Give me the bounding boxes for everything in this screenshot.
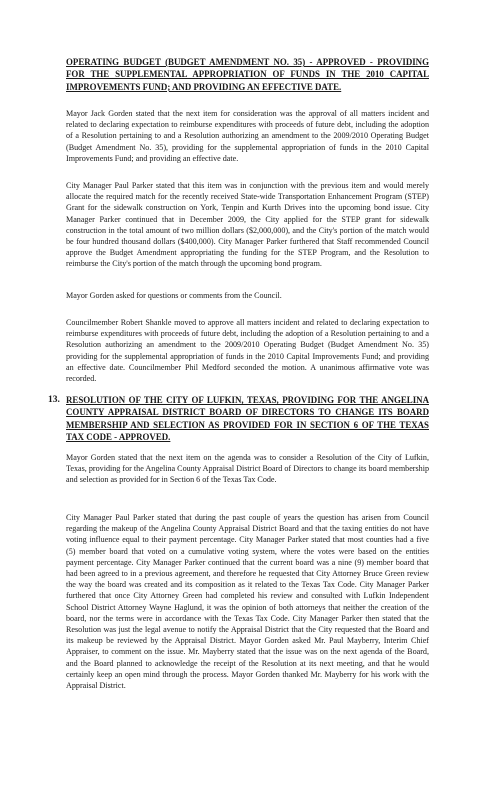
section-12-heading: OPERATING BUDGET (BUDGET AMENDMENT NO. 35) - APPROVED - PROVIDING FOR THE SUPPLEMENTAL APPROPRIATION OF FUNDS IN THE 2010 CAPITAL IMPROVEMENTS FUND; AND PROVIDING AN EFFECTIVE DATE.	[66, 57, 429, 92]
section-13-heading: RESOLUTION OF THE CITY OF LUFKIN, TEXAS, PROVIDING FOR THE ANGELINA COUNTY APPRAISAL DISTRICT BOARD OF DIRECTORS TO CHANGE ITS BOARD MEMBERSHIP AND SELECTION AS PROVIDED FOR IN SECTION 6 OF THE TEXAS TAX CODE - APPROVED.	[66, 395, 429, 443]
section-12-paragraph-2: City Manager Paul Parker stated that this item was in conjunction with the previous item and would merely allocate the required match for the recently received State-wide Transportation Enhancement Program (STEP) Grant for the sidewalk construction on York, Tenpin and Kurth Drives into the upcoming bond issue. City Manager Parker continued that in December 2009, the City applied for the STEP grant for sidewalk construction in the total amount of two million dollars ($2,000,000), and the City's portion of the match would be four hundred thousand dollars ($400,000). City Manager Parker furthered that Staff recommended Council approve the Budget Amendment appropriating the funding for the STEP Program, and the Resolution to reimburse the City's portion of the match through the upcoming bond program.	[66, 181, 429, 269]
section-12-paragraph-1: Mayor Jack Gorden stated that the next item for consideration was the approval of all matters incident and related to declaring expectation to reimburse expenditures with proceeds of future debt, including the adoption of a Resolution pertaining to and a Resolution authorizing an amendment to the 2009/2010 Operating Budget (Budget Amendment No. 35), providing for the supplemental appropriation of funds in the 2010 Capital Improvements Fund; and providing an effective date.	[66, 109, 429, 163]
section-12-paragraph-4: Councilmember Robert Shankle moved to approve all matters incident and related to declaring expectation to reimburse expenditures with proceeds of future debt, including the adoption of a Resolution pertaining to and a Resolution authorizing an amendment to the 2009/2010 Operating Budget (Budget Amendment No. 35) providing for the supplemental appropriation of funds in the 2010 Capital Improvements Fund; and providing an effective date. Councilmember Phil Medford seconded the motion. A unanimous affirmative vote was recorded.	[66, 318, 429, 384]
section-13-number: 13.	[48, 395, 60, 405]
section-13-paragraph-2: City Manager Paul Parker stated that during the past couple of years the question has arisen from Council regarding the makeup of the Angelina County Appraisal District Board and that the taxing entities do not have voting influence equal to their payment percentage. City Manager Parker stated that most counties had a five (5) member board that voted on a cumulative voting system, where the votes were based on the entities payment percentage. City Manager Parker continued that the current board was a nine (9) member board that had been agreed to in a previous agreement, and therefore he requested that City Attorney Bruce Green review the way the board was created and its composition as it related to the Texas Tax Code. City Manager Parker furthered that once City Attorney Green had completed his review and consulted with Lufkin Independent School District Attorney Wayne Haglund, it was the opinion of both attorneys that neither the creation of the board, nor the terms were in accordance with the Texas Tax Code. City Manager Parker then stated that the Resolution was just the legal avenue to notify the Appraisal District that the City requested that the Board and its makeup be reviewed by the Appraisal District. Mayor Gorden asked Mr. Paul Mayberry, Interim Chief Appraiser, to comment on the issue. Mr. Mayberry stated that the issue was on the next agenda of the Board, and the Board planned to acknowledge the receipt of the Resolution at its next meeting, and that he would certainly keep an open mind through the process. Mayor Gorden thanked Mr. Mayberry for his work with the Appraisal District.	[66, 513, 429, 691]
section-12-paragraph-3: Mayor Gorden asked for questions or comments from the Council.	[66, 291, 282, 300]
section-13-paragraph-1: Mayor Gorden stated that the next item on the agenda was to consider a Resolution of the City of Lufkin, Texas, providing for the Angelina County Appraisal District Board of Directors to change its board membership and selection as provided for in Section 6 of the Texas Tax Code.	[66, 453, 429, 485]
